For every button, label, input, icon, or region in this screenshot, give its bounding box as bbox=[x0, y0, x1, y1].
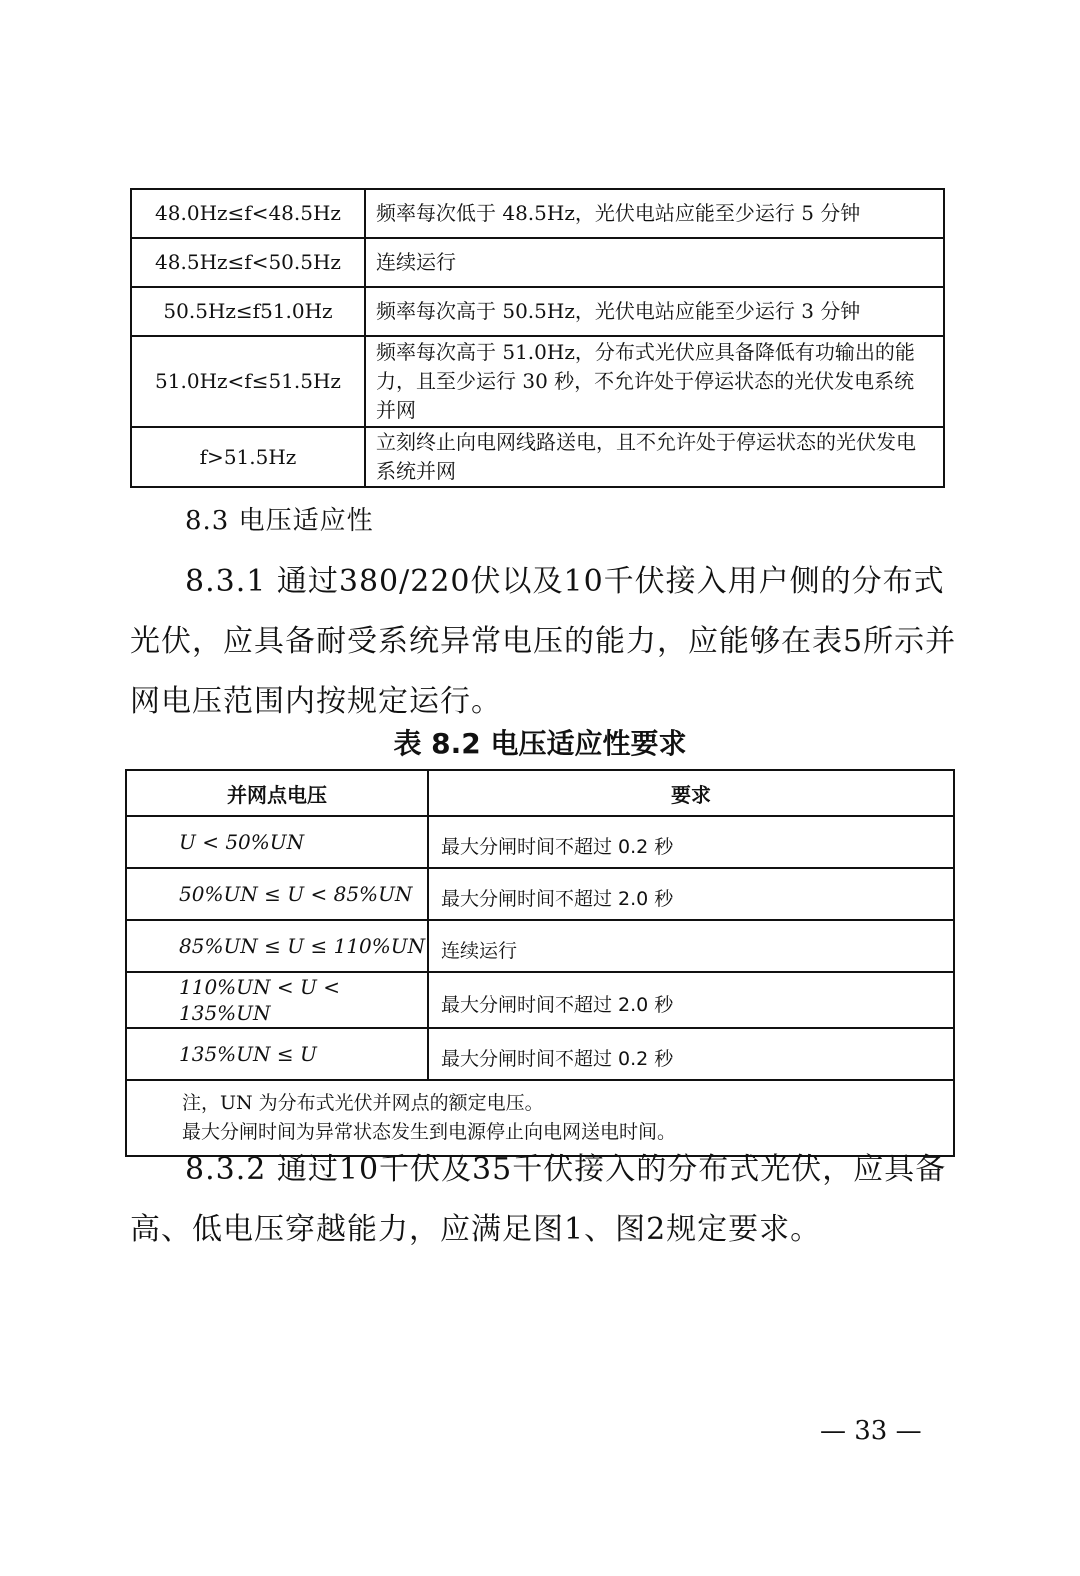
table-row bbox=[126, 816, 954, 868]
table-row bbox=[131, 189, 944, 238]
paragraph-8-3-1 bbox=[130, 552, 960, 732]
requirement-cell: 最大分闸时间不超过 2.0 秒 bbox=[428, 972, 954, 1028]
table-header-row bbox=[126, 770, 954, 816]
voltage-cell: U < 50%UN bbox=[126, 816, 428, 868]
freq-requirement-cell: 频率每次高于 51.0Hz，分布式光伏应具备降低有功输出的能力，且至少运行 30 秒，不允许处于停运状态的光伏发电系统并网 bbox=[365, 336, 944, 427]
freq-requirement-cell: 频率每次低于 48.5Hz，光伏电站应能至少运行 5 分钟 bbox=[365, 189, 944, 238]
paragraph-8-3-2 bbox=[130, 1140, 960, 1260]
paragraph-text: 8.3.1 通过380/220伏以及10千伏接入用户侧的分布式光伏，应具备耐受系统异常电压的能力，应能够在表5所示并网电压范围内按规定运行。 bbox=[130, 564, 957, 719]
table-row bbox=[126, 972, 954, 1028]
table-row bbox=[131, 427, 944, 487]
voltage-cell: 110%UN < U < 135%UN bbox=[126, 972, 428, 1028]
freq-requirement-cell: 频率每次高于 50.5Hz，光伏电站应能至少运行 3 分钟 bbox=[365, 287, 944, 336]
requirement-cell: 最大分闸时间不超过 0.2 秒 bbox=[428, 816, 954, 868]
freq-range-cell: 48.5Hz≤f<50.5Hz bbox=[131, 238, 365, 287]
table-row bbox=[126, 920, 954, 972]
voltage-cell: 50%UN ≤ U < 85%UN bbox=[126, 868, 428, 920]
requirement-cell: 连续运行 bbox=[428, 920, 954, 972]
table-row bbox=[126, 1028, 954, 1080]
table-row bbox=[131, 238, 944, 287]
freq-range-cell: 51.0Hz<f≤51.5Hz bbox=[131, 336, 365, 427]
column-header: 要求 bbox=[428, 770, 954, 816]
freq-requirement-cell: 立刻终止向电网线路送电，且不允许处于停运状态的光伏发电系统并网 bbox=[365, 427, 944, 487]
page-number: — 33 — bbox=[820, 1416, 922, 1446]
table-row bbox=[126, 868, 954, 920]
freq-range-cell: f>51.5Hz bbox=[131, 427, 365, 487]
freq-requirement-cell: 连续运行 bbox=[365, 238, 944, 287]
paragraph-text: 8.3.2 通过10千伏及35千伏接入的分布式光伏，应具备高、低电压穿越能力，应满足图1、图2规定要求。 bbox=[130, 1152, 947, 1247]
table-row bbox=[131, 287, 944, 336]
requirement-cell: 最大分闸时间不超过 2.0 秒 bbox=[428, 868, 954, 920]
table-title: 表 8.2 电压适应性要求 bbox=[393, 727, 687, 760]
note-line: 最大分闸时间为异常状态发生到电源停止向电网送电时间。 bbox=[182, 1121, 677, 1143]
requirement-cell: 最大分闸时间不超过 0.2 秒 bbox=[428, 1028, 954, 1080]
voltage-cell: 135%UN ≤ U bbox=[126, 1028, 428, 1080]
voltage-table bbox=[125, 769, 955, 1157]
voltage-cell: 85%UN ≤ U ≤ 110%UN bbox=[126, 920, 428, 972]
note-line: 注，UN 为分布式光伏并网点的额定电压。 bbox=[182, 1092, 544, 1114]
frequency-table bbox=[130, 188, 945, 488]
column-header: 并网点电压 bbox=[126, 770, 428, 816]
freq-range-cell: 50.5Hz≤f51.0Hz bbox=[131, 287, 365, 336]
freq-range-cell: 48.0Hz≤f<48.5Hz bbox=[131, 189, 365, 238]
section-heading: 8.3 电压适应性 bbox=[185, 506, 374, 536]
table-row bbox=[131, 336, 944, 427]
